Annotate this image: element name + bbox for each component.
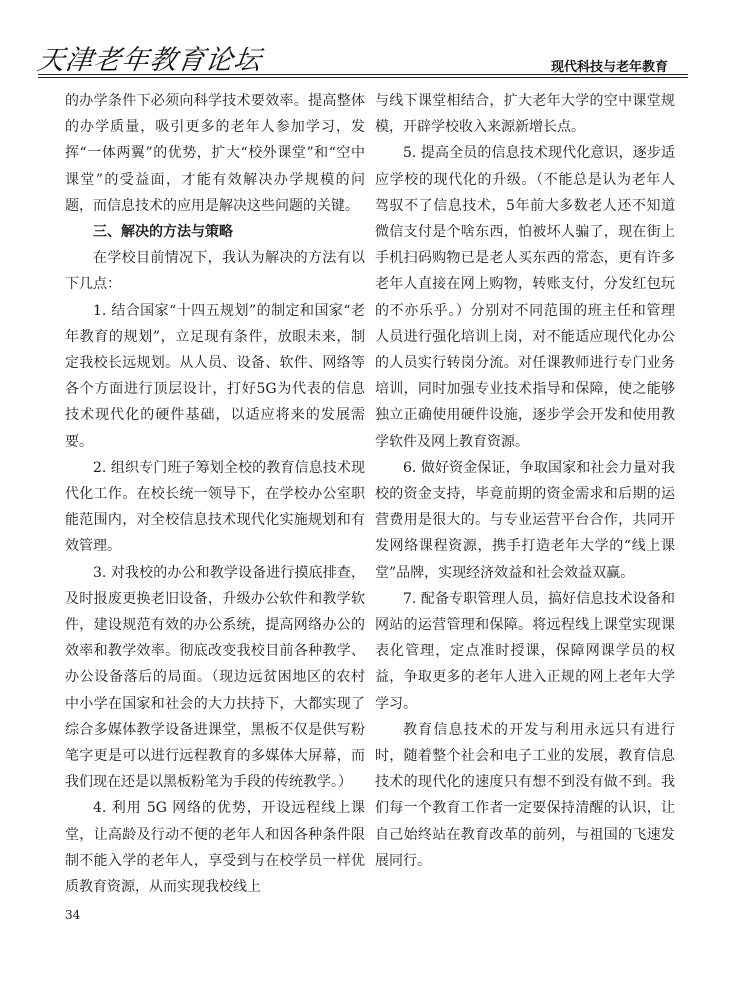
paragraph: 教育信息技术的开发与利用永远只有进行时，随着整个社会和电子工业的发展，教育信息技术的现代化的速度只有想不到没有做不到。我们每一个教育工作者一定要保持清醒的认识，让自己始终站在教育改革的前列，与祖国的飞速发展同行。 (375, 721, 675, 869)
left-column (65, 88, 365, 900)
paragraph: 在学校目前情况下，我认为解决的方法有以下几点： (65, 250, 365, 293)
header-rule-thin (38, 77, 688, 78)
section-heading: 三、解决的方法与策略 (93, 224, 233, 241)
paragraph: 5. 提高全员的信息技术现代化意识，逐步适应学校的现代化的升级。（不能总是认为老年人驾驭不了信息技术，5年前大多数老人还不知道微信支付是个啥东西，怕被坏人骗了，现在街上手机扫码购物已是老人买东西的常态，更有许多老年人直接在网上购物，转账支付，分发红包玩的不亦乐乎。）分别对不同范围的班主任和管理人员进行强化培训上岗，对不能适应现代化办公的人员实行转岗分流。对任课教师进行专门业务培训，同时加强专业技术指导和保障，使之能够独立正确使用硬件设施，逐步学会开发和使用教学软件及网上教育资源。 (375, 145, 675, 450)
paragraph: 与线下课堂相结合，扩大老年大学的空中课堂规模，开辟学校收入来源新增长点。 (375, 93, 675, 136)
right-column (375, 88, 675, 874)
paragraph: 7. 配备专职管理人员，搞好信息技术设备和网站的运营管理和保障。将远程线上课堂实现课表化管理，定点准时授课，保障网课学员的权益，争取更多的老年人进入正规的网上老年大学学习。 (375, 590, 675, 712)
page-number: 34 (65, 908, 81, 922)
paragraph: 3. 对我校的办公和教学设备进行摸底排查，及时报废更换老旧设备，升级办公软件和教学软件，建设规范有效的办公系统，提高网络办公的效率和教学效率。彻底改变我校目前各种教学、办公设备落后的局面。（现边远贫困地区的农村中小学在国家和社会的大力扶持下，大都实现了综合多媒体教学设备进课堂，黑板不仅是供写粉笔字更是可以进行远程教育的多媒体大屏幕，而我们现在还是以黑板粉笔为手段的传统教学。） (65, 564, 365, 791)
journal-logo: 天津老年教育论坛 (35, 45, 264, 76)
paragraph: 的办学条件下必须向科学技术要效率。提高整体的办学质量，吸引更多的老年人参加学习，发挥“一体两翼”的优势，扩大“校外课堂”和“空中课堂”的受益面，才能有效解决办学规模的问题，而信息技术的应用是解决这些问题的关键。 (65, 93, 365, 214)
paragraph: 2. 组织专门班子筹划全校的教育信息技术现代化工作。在校长统一领导下，在学校办公室职能范围内，对全校信息技术现代化实施规划和有效管理。 (65, 459, 365, 555)
masthead (35, 38, 688, 82)
paragraph: 6. 做好资金保证，争取国家和社会力量对我校的资金支持，毕竟前期的资金需求和后期的运营费用是很大的。与专业运营平台合作，共同开发网络课程资源，携手打造老年大学的“线上课堂”品牌，实现经济效益和社会效益双赢。 (375, 459, 675, 581)
section-title: 现代科技与老年教育 (550, 60, 668, 75)
paragraph: 4. 利用 5G 网络的优势，开设远程线上课堂，让高龄及行动不便的老年人和因各种条件限制不能入学的老年人，享受到与在校学员一样优质教育资源，从而实现我校线上 (65, 800, 365, 896)
paragraph: 1. 结合国家“十四五规划”的制定和国家“老年教育的规划”，立足现有条件，放眼未来，制定我校长远规划。从人员、设备、软件、网络等各个方面进行顶层设计，打好5G为代表的信息技术现代化的硬件基础，以适应将来的发展需要。 (65, 302, 365, 450)
header-rule (38, 74, 688, 75)
